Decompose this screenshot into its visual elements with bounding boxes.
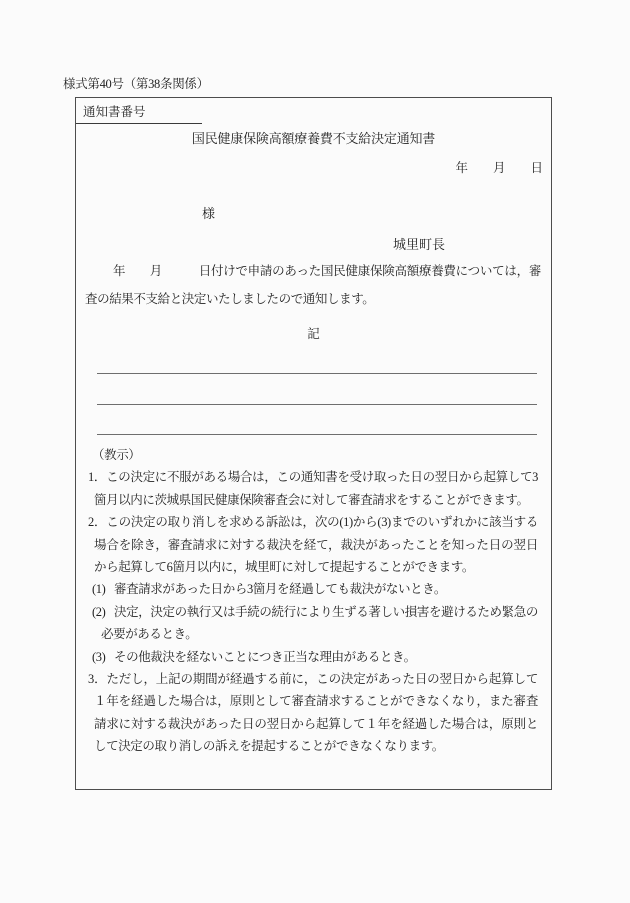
- blank-fill-line-2: [97, 404, 537, 405]
- issue-date-line: 年 月 日: [455, 161, 543, 175]
- notification-body: 年 月 日付けで申請のあった国民健康保険高額療養費については，審査の結果不支給と決定いたしましたので通知します。: [85, 264, 541, 306]
- instructions-section: [88, 444, 538, 758]
- instruction-item-1: [88, 466, 538, 511]
- instruction-subitem-1: [88, 578, 538, 600]
- instruction-subitem-3-number: (3): [92, 649, 106, 664]
- record-heading: 記: [307, 327, 320, 341]
- notice-number-field: 通知書番号: [76, 100, 202, 124]
- instruction-item-2-number: 2．: [88, 515, 107, 530]
- instruction-subitem-1-number: (1): [92, 582, 106, 597]
- instruction-subitem-2: [88, 601, 538, 646]
- instruction-subitem-3-text: その他裁決を経ないことにつき正当な理由があるとき。: [114, 649, 416, 664]
- instruction-item-3-number: 3．: [88, 672, 107, 687]
- document-title: 国民健康保険高額療養費不支給決定通知書: [191, 131, 436, 146]
- addressee-honorific: 様: [202, 206, 216, 221]
- instructions-heading: （教示）: [92, 448, 141, 462]
- issuer-name: 城里町長: [393, 237, 446, 252]
- instruction-item-3: [88, 668, 538, 758]
- instruction-item-2-text: この決定の取り消しを求める訴訟は，次の(1)から(3)までのいずれかに該当する場合を除き，審査請求に対する裁決を経て，裁決があったことを知った日の翌日から起算して6箇月以内に，城里町に対して提起することができます。: [94, 515, 539, 575]
- form-number-label: 様式第40号（第38条関係）: [63, 77, 209, 91]
- instruction-subitem-2-number: (2): [92, 604, 106, 619]
- blank-fill-line-3: [97, 434, 537, 435]
- instruction-subitem-3: [88, 646, 538, 668]
- instruction-item-1-text: この決定に不服がある場合は，この通知書を受け取った日の翌日から起算して3箇月以内に茨城県国民健康保険審査会に対して審査請求をすることができます。: [94, 470, 539, 507]
- instruction-item-3-text: ただし，上記の期間が経過する前に，この決定があった日の翌日から起算して１年を経過した場合は，原則として審査請求することができなくなり，また審査請求に対する裁決があった日の翌日から起算して１年を経過した場合は，原則として決定の取り消しの訴えを提起することができなくなります。: [94, 672, 538, 754]
- instruction-item-2: [88, 511, 538, 578]
- blank-fill-line-1: [97, 373, 537, 374]
- instruction-subitem-1-text: 審査請求があった日から3箇月を経過しても裁決がないとき。: [114, 582, 446, 597]
- document-frame: [75, 97, 552, 790]
- instruction-subitem-2-text: 決定，決定の執行又は手続の続行により生ずる著しい損害を避けるため緊急の必要があるとき。: [101, 604, 538, 642]
- instruction-item-1-number: 1．: [88, 470, 107, 485]
